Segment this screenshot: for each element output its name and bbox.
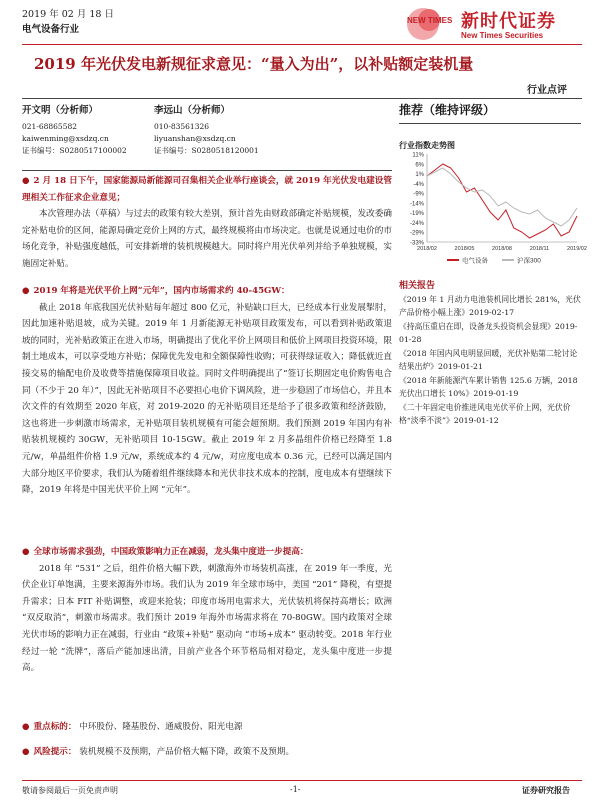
focus-list: 中环股份、隆基股份、通威股份、阳光电源	[79, 722, 243, 732]
y-tick-label: 6%	[415, 162, 424, 169]
bullet-icon: ●	[22, 747, 30, 757]
report-title: 2019 年光伏发电新规征求意见：“量入为出”，以补贴额定装机量	[34, 55, 474, 73]
bullet-icon: ●	[22, 722, 30, 732]
trend-chart-title: 行业指数走势图	[399, 140, 455, 150]
related-report-item[interactable]: 《2018 年国内风电明显回暖，光伏补贴第二轮讨论结果出炉》2019-01-21	[399, 349, 578, 371]
series-line	[427, 164, 577, 238]
company-logo	[399, 6, 459, 42]
paragraph: 2018 年 “531” 之后，组件价格大幅下跌，刺激海外市场装机高涨，在 2019 年一季度，光伏企业订单饱满，主要来源海外市场。我们认为 2019 年全球市场中，美国 “201” 降税，有望提升需求；日本 FIT 补贴调整，或迎来抢装；印度市场用电需求大，光伏装机将保持高增长；欧洲 “双反取消”，刺激市场需求。我们预计 2019 年海外市场需求将在 70-80GW。国内政策对全球光伏市场的影响力正在减弱，行业由 “政策+补贴” 驱动向 “市场+成本” 驱动转变。2018 年行业经过一轮 “洗牌”，落后产能加速出清，目前产业各个环节格局相对稳定，龙头集中度进一步提高。	[22, 563, 392, 674]
bullet-icon: ●	[22, 547, 30, 557]
x-tick-label: 2018/02	[417, 246, 437, 252]
y-tick-label: -19%	[409, 211, 424, 218]
industry-label: 电气设备行业	[22, 24, 80, 35]
y-tick-label: 11%	[412, 152, 424, 159]
section-heading: ● 全球市场需求强劲，中国政策影响力正在减弱，龙头集中度进一步提高：	[22, 547, 309, 557]
report-tag: 行业点评	[527, 85, 567, 96]
y-tick-label: -29%	[409, 230, 424, 237]
analyst-email[interactable]: liyuanshan@xsdzq.cn	[154, 134, 236, 143]
analyst-cert: 证书编号：S0280518120001	[154, 146, 259, 155]
body-section-3	[22, 544, 392, 677]
bullet-icon: ●	[22, 286, 30, 296]
risk-label: ● 风险提示：	[22, 747, 77, 757]
logo-mark-text: NEW TIMES	[407, 16, 453, 25]
footer-brand: 证券研究报告	[522, 785, 570, 795]
legend-label: 电气设备	[462, 257, 488, 265]
x-tick-label: 2019/02	[567, 246, 587, 252]
related-reports-list	[399, 293, 581, 428]
section-heading: ● 2 月 18 日下午，国家能源局新能源司召集相关企业举行座谈会，就 2019 年光伏发电建设管理相关工作征求企业意见；	[22, 176, 392, 203]
paragraph: 本次管理办法（草稿）与过去的政策有较大差别，预计首先由财政部确定补贴规模，发改委确定补贴电价的区间，能源局确定竞价上网的方式，最终规模将由市场决定。也就是说通过电价的市场化竞争，补贴强度越低，可安排新增的装机规模越大。同时将户用光伏单列并给予单独规模，实施固定补贴。	[22, 209, 392, 269]
analyst-card	[154, 104, 259, 157]
paragraph: 截止 2018 年底我国光伏补贴每年超过 800 亿元，补贴缺口巨大，已经成本行业发展掣肘，因此加速补贴退坡，成为关键。2019 年 1 月新能源无补贴项目政策发布，可以看到补贴政策退坡的同时，光补贴政策正在进入市场，明确提出了优化平价上网项目和低价上网项目投资环境，限制土地成本，可以享受地方补贴；保障优先发电和全额保障性收购；可获得绿证收入；降低就近直接交易的输配电价及收费等措施保障项目收益。同时文件明确提出了“签订长期固定电价购售电合同（不少于 20 年）”，因此无补贴项目不必要担心电价下调风险，进一步稳固了市场信心，并且本次文件的有效期至 2020 年底，对 2019-2020 的无补贴项目还是给予了很多政策和经济鼓励，这也将进一步刺激市场需求，无补贴项目装机规模有可能会超预期。我们预测 2019 年国内有补贴装机规模约 30GW，无补贴项目 10-15GW。截止 2019 年 2 月多晶组件价格已经降至 1.8 元/w，单晶组件价格 1.9 元/w，系统成本约 4 元/w，对应度电成本 0.36 元，已经可以满足国内大部分地区平价要求，我们认为随着组件继续降本和光伏非技术成本的控制，度电成本有望继续下降，2019 年将是中国光伏平价上网 “元年”。	[22, 302, 392, 496]
body-section-1	[22, 173, 392, 273]
x-tick-label: 2018/11	[529, 246, 550, 252]
report-date: 2019 年 02 月 18 日	[22, 9, 114, 20]
footer-divider	[22, 780, 582, 781]
logo-en: New Times Securities	[461, 31, 544, 40]
bullet-icon: ●	[22, 176, 30, 186]
y-tick-label: 1%	[415, 172, 424, 179]
risk-note	[22, 744, 392, 761]
legend-label: 沪深300	[517, 257, 541, 265]
index-trend-chart	[399, 150, 587, 270]
risk-text: 装机规模不及预期，产品价格大幅下降，政策不及预期。	[79, 747, 295, 757]
related-report-item[interactable]: 《2019 年 1 月动力电池装机同比增长 281%，光伏产品价格小幅上涨》2019-02-17	[399, 295, 581, 317]
title-divider	[22, 98, 582, 99]
analyst-name: 开文明（分析师）	[22, 105, 99, 116]
y-tick-label: -33%	[409, 240, 424, 247]
analyst-name: 李远山（分析师）	[154, 105, 231, 116]
section-heading: ● 2019 年将是光伏平价上网“元年”，国内市场需求约 40-45GW：	[22, 286, 290, 296]
x-tick-label: 2018/05	[454, 246, 475, 252]
x-tick-label: 2018/08	[492, 246, 512, 252]
y-tick-label: -4%	[413, 181, 424, 188]
analyst-cert: 证书编号：S0280517100002	[22, 146, 127, 155]
related-report-item[interactable]: 《持高压重启在即，设备龙头投资机会显现》2019-01-28	[399, 322, 578, 344]
analyst-divider	[22, 170, 392, 171]
focus-stocks	[22, 719, 392, 736]
footer-disclaimer: 敬请参阅最后一页免责声明	[22, 786, 118, 795]
y-tick-label: -9%	[413, 191, 424, 198]
rating: 推荐（维持评级）	[399, 101, 581, 124]
page-number: -1-	[290, 785, 301, 794]
series-line	[427, 168, 577, 226]
y-tick-label: -14%	[409, 201, 424, 208]
y-tick-label: -24%	[409, 220, 424, 227]
analyst-phone: 021-68865582	[22, 122, 78, 131]
analyst-phone: 010-83561326	[154, 122, 210, 131]
logo-cn: 新时代证券	[461, 11, 556, 32]
analyst-email[interactable]: kaiwenming@xsdzq.cn	[22, 134, 109, 143]
focus-label: ● 重点标的：	[22, 722, 77, 732]
analyst-card	[22, 104, 127, 157]
related-report-item[interactable]: 《2018 年新能源汽车累计销售 125.6 万辆，2018 光伏出口增长 10%》2019-01-19	[399, 376, 578, 398]
related-reports-title: 相关报告	[399, 281, 436, 291]
related-report-item[interactable]: 《二十年固定电价推进风电光伏平价上网，光伏价格“淡季不淡”》2019-01-12	[399, 403, 571, 425]
header-divider	[22, 44, 582, 45]
body-section-2	[22, 283, 392, 499]
